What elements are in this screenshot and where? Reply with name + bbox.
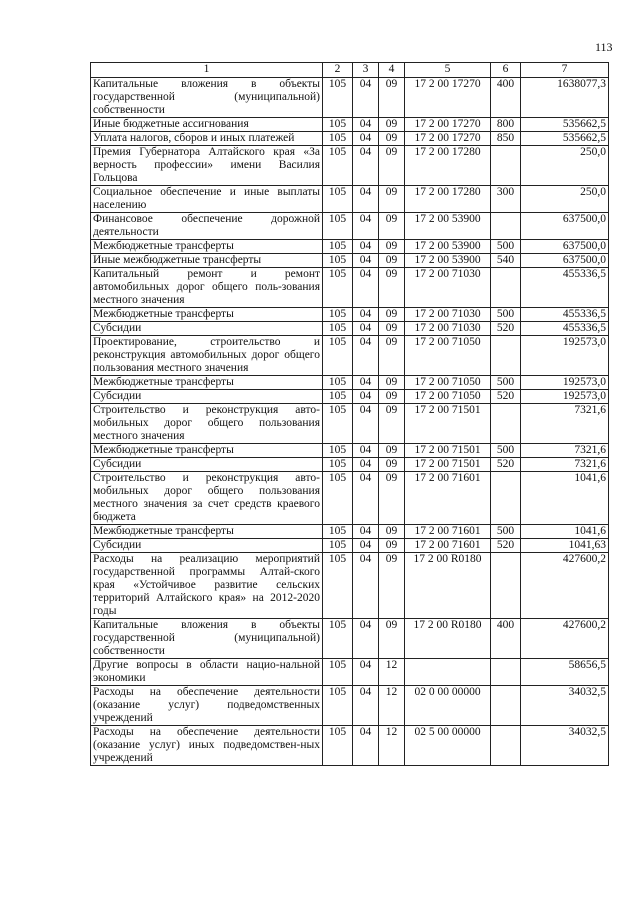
row-expense-type-cell: 800 xyxy=(491,118,521,132)
row-subsection-cell: 09 xyxy=(379,78,405,118)
row-section-cell: 04 xyxy=(353,553,379,619)
row-expense-type-cell: 520 xyxy=(491,322,521,336)
row-grbs-cell: 105 xyxy=(323,619,353,659)
row-subsection-cell: 09 xyxy=(379,404,405,444)
row-subsection-cell: 09 xyxy=(379,308,405,322)
row-amount-cell: 250,0 xyxy=(521,146,609,186)
row-expense-type-cell: 540 xyxy=(491,254,521,268)
row-target-code-cell: 17 2 00 71030 xyxy=(405,322,491,336)
row-name-cell: Межбюджетные трансферты xyxy=(91,308,323,322)
column-header-7: 7 xyxy=(521,63,609,78)
row-target-code-cell: 17 2 00 R0180 xyxy=(405,619,491,659)
row-amount-cell: 1041,6 xyxy=(521,472,609,525)
row-grbs-cell: 105 xyxy=(323,118,353,132)
row-amount-cell: 34032,5 xyxy=(521,686,609,726)
row-subsection-cell: 09 xyxy=(379,322,405,336)
row-target-code-cell: 17 2 00 71050 xyxy=(405,336,491,376)
table-row xyxy=(91,308,609,322)
row-name-cell: Расходы на обеспечение деятельности (оказание услуг) подведомственных учреждений xyxy=(91,686,323,726)
table-row xyxy=(91,118,609,132)
row-amount-cell: 192573,0 xyxy=(521,376,609,390)
row-grbs-cell: 105 xyxy=(323,659,353,686)
row-expense-type-cell: 400 xyxy=(491,78,521,118)
row-subsection-cell: 12 xyxy=(379,686,405,726)
row-name-cell: Субсидии xyxy=(91,322,323,336)
row-grbs-cell: 105 xyxy=(323,472,353,525)
row-amount-cell: 427600,2 xyxy=(521,553,609,619)
row-name-cell: Расходы на реализацию мероприятий государственной программы Алтай-ского края «Устойчивое развитие сельских территорий Алтайского края» на 2012-2020 годы xyxy=(91,553,323,619)
row-target-code-cell xyxy=(405,659,491,686)
row-subsection-cell: 09 xyxy=(379,444,405,458)
row-grbs-cell: 105 xyxy=(323,146,353,186)
column-header-6: 6 xyxy=(491,63,521,78)
row-grbs-cell: 105 xyxy=(323,553,353,619)
row-subsection-cell: 09 xyxy=(379,390,405,404)
table-row xyxy=(91,458,609,472)
row-expense-type-cell xyxy=(491,146,521,186)
row-grbs-cell: 105 xyxy=(323,444,353,458)
row-subsection-cell: 09 xyxy=(379,132,405,146)
table-row xyxy=(91,619,609,659)
row-target-code-cell: 17 2 00 53900 xyxy=(405,240,491,254)
table-row xyxy=(91,336,609,376)
row-target-code-cell: 17 2 00 17270 xyxy=(405,132,491,146)
row-amount-cell: 1041,6 xyxy=(521,525,609,539)
row-subsection-cell: 09 xyxy=(379,213,405,240)
row-subsection-cell: 09 xyxy=(379,186,405,213)
row-amount-cell: 7321,6 xyxy=(521,444,609,458)
row-target-code-cell: 17 2 00 71501 xyxy=(405,444,491,458)
row-amount-cell: 7321,6 xyxy=(521,458,609,472)
row-amount-cell: 192573,0 xyxy=(521,336,609,376)
row-target-code-cell: 17 2 00 17270 xyxy=(405,78,491,118)
row-section-cell: 04 xyxy=(353,240,379,254)
row-amount-cell: 34032,5 xyxy=(521,726,609,766)
row-target-code-cell: 17 2 00 R0180 xyxy=(405,553,491,619)
row-target-code-cell: 17 2 00 71030 xyxy=(405,268,491,308)
table-row xyxy=(91,404,609,444)
row-target-code-cell: 17 2 00 71601 xyxy=(405,539,491,553)
row-grbs-cell: 105 xyxy=(323,458,353,472)
table-row xyxy=(91,553,609,619)
row-section-cell: 04 xyxy=(353,619,379,659)
row-target-code-cell: 17 2 00 17270 xyxy=(405,118,491,132)
row-amount-cell: 250,0 xyxy=(521,186,609,213)
column-header-1: 1 xyxy=(91,63,323,78)
row-section-cell: 04 xyxy=(353,472,379,525)
row-amount-cell: 455336,5 xyxy=(521,308,609,322)
row-expense-type-cell: 500 xyxy=(491,240,521,254)
row-grbs-cell: 105 xyxy=(323,404,353,444)
row-section-cell: 04 xyxy=(353,336,379,376)
row-subsection-cell: 12 xyxy=(379,726,405,766)
row-subsection-cell: 09 xyxy=(379,619,405,659)
row-grbs-cell: 105 xyxy=(323,240,353,254)
row-target-code-cell: 17 2 00 71601 xyxy=(405,525,491,539)
row-grbs-cell: 105 xyxy=(323,525,353,539)
row-grbs-cell: 105 xyxy=(323,322,353,336)
row-name-cell: Межбюджетные трансферты xyxy=(91,525,323,539)
row-name-cell: Строительство и реконструкция авто-мобильных дорог общего пользования местного значения xyxy=(91,404,323,444)
row-amount-cell: 535662,5 xyxy=(521,132,609,146)
row-amount-cell: 535662,5 xyxy=(521,118,609,132)
row-section-cell: 04 xyxy=(353,539,379,553)
row-grbs-cell: 105 xyxy=(323,726,353,766)
table-row xyxy=(91,376,609,390)
row-grbs-cell: 105 xyxy=(323,268,353,308)
table-row xyxy=(91,525,609,539)
row-amount-cell: 637500,0 xyxy=(521,240,609,254)
row-section-cell: 04 xyxy=(353,404,379,444)
row-name-cell: Строительство и реконструкция авто-мобильных дорог общего пользования местного значения за счет средств краевого бюджета xyxy=(91,472,323,525)
row-section-cell: 04 xyxy=(353,186,379,213)
row-expense-type-cell: 500 xyxy=(491,376,521,390)
column-header-4: 4 xyxy=(379,63,405,78)
row-name-cell: Премия Губернатора Алтайского края «За верность профессии» имени Василия Гольцова xyxy=(91,146,323,186)
row-target-code-cell: 17 2 00 17280 xyxy=(405,146,491,186)
row-expense-type-cell: 520 xyxy=(491,458,521,472)
row-name-cell: Субсидии xyxy=(91,539,323,553)
row-subsection-cell: 09 xyxy=(379,458,405,472)
row-expense-type-cell: 500 xyxy=(491,308,521,322)
row-target-code-cell: 17 2 00 53900 xyxy=(405,254,491,268)
row-section-cell: 04 xyxy=(353,146,379,186)
row-expense-type-cell: 500 xyxy=(491,525,521,539)
row-subsection-cell: 09 xyxy=(379,268,405,308)
row-name-cell: Расходы на обеспечение деятельности (оказание услуг) иных подведомствен-ных учреждений xyxy=(91,726,323,766)
table-row xyxy=(91,254,609,268)
column-header-5: 5 xyxy=(405,63,491,78)
row-subsection-cell: 09 xyxy=(379,525,405,539)
row-section-cell: 04 xyxy=(353,118,379,132)
row-subsection-cell: 09 xyxy=(379,553,405,619)
row-target-code-cell: 17 2 00 71050 xyxy=(405,390,491,404)
row-grbs-cell: 105 xyxy=(323,390,353,404)
row-name-cell: Иные межбюджетные трансферты xyxy=(91,254,323,268)
table-row xyxy=(91,444,609,458)
row-target-code-cell: 17 2 00 71030 xyxy=(405,308,491,322)
row-name-cell: Субсидии xyxy=(91,458,323,472)
row-section-cell: 04 xyxy=(353,525,379,539)
table-row xyxy=(91,322,609,336)
row-target-code-cell: 17 2 00 71050 xyxy=(405,376,491,390)
row-subsection-cell: 09 xyxy=(379,254,405,268)
row-expense-type-cell xyxy=(491,213,521,240)
row-section-cell: 04 xyxy=(353,458,379,472)
row-amount-cell: 7321,6 xyxy=(521,404,609,444)
row-name-cell: Иные бюджетные ассигнования xyxy=(91,118,323,132)
table-row xyxy=(91,213,609,240)
row-expense-type-cell xyxy=(491,472,521,525)
row-target-code-cell: 17 2 00 53900 xyxy=(405,213,491,240)
row-section-cell: 04 xyxy=(353,322,379,336)
row-grbs-cell: 105 xyxy=(323,336,353,376)
row-expense-type-cell: 520 xyxy=(491,390,521,404)
row-target-code-cell: 17 2 00 71501 xyxy=(405,404,491,444)
row-grbs-cell: 105 xyxy=(323,132,353,146)
row-name-cell: Межбюджетные трансферты xyxy=(91,240,323,254)
row-section-cell: 04 xyxy=(353,268,379,308)
table-row xyxy=(91,726,609,766)
table-row xyxy=(91,659,609,686)
row-name-cell: Уплата налогов, сборов и иных платежей xyxy=(91,132,323,146)
row-expense-type-cell xyxy=(491,659,521,686)
row-grbs-cell: 105 xyxy=(323,78,353,118)
table-row xyxy=(91,268,609,308)
row-amount-cell: 1041,63 xyxy=(521,539,609,553)
row-expense-type-cell xyxy=(491,726,521,766)
row-expense-type-cell xyxy=(491,268,521,308)
row-subsection-cell: 09 xyxy=(379,146,405,186)
row-target-code-cell: 02 5 00 00000 xyxy=(405,726,491,766)
row-expense-type-cell: 520 xyxy=(491,539,521,553)
row-expense-type-cell: 850 xyxy=(491,132,521,146)
row-section-cell: 04 xyxy=(353,659,379,686)
table-header-row xyxy=(91,63,609,78)
row-section-cell: 04 xyxy=(353,132,379,146)
row-subsection-cell: 09 xyxy=(379,336,405,376)
row-amount-cell: 58656,5 xyxy=(521,659,609,686)
row-subsection-cell: 09 xyxy=(379,472,405,525)
table-row xyxy=(91,240,609,254)
row-grbs-cell: 105 xyxy=(323,186,353,213)
row-grbs-cell: 105 xyxy=(323,686,353,726)
row-section-cell: 04 xyxy=(353,390,379,404)
row-grbs-cell: 105 xyxy=(323,213,353,240)
row-name-cell: Субсидии xyxy=(91,390,323,404)
row-expense-type-cell xyxy=(491,404,521,444)
row-subsection-cell: 09 xyxy=(379,118,405,132)
row-amount-cell: 455336,5 xyxy=(521,268,609,308)
row-section-cell: 04 xyxy=(353,213,379,240)
table-row xyxy=(91,390,609,404)
row-grbs-cell: 105 xyxy=(323,308,353,322)
row-expense-type-cell: 400 xyxy=(491,619,521,659)
row-amount-cell: 1638077,3 xyxy=(521,78,609,118)
table-row xyxy=(91,78,609,118)
row-subsection-cell: 09 xyxy=(379,539,405,553)
table-row xyxy=(91,472,609,525)
row-expense-type-cell: 300 xyxy=(491,186,521,213)
budget-table xyxy=(90,62,609,766)
row-name-cell: Межбюджетные трансферты xyxy=(91,444,323,458)
row-amount-cell: 192573,0 xyxy=(521,390,609,404)
table-row xyxy=(91,132,609,146)
row-name-cell: Финансовое обеспечение дорожной деятельности xyxy=(91,213,323,240)
row-section-cell: 04 xyxy=(353,726,379,766)
row-name-cell: Капитальные вложения в объекты государственной (муниципальной) собственности xyxy=(91,78,323,118)
table-row xyxy=(91,539,609,553)
row-section-cell: 04 xyxy=(353,308,379,322)
table-body xyxy=(91,78,609,766)
row-grbs-cell: 105 xyxy=(323,254,353,268)
row-section-cell: 04 xyxy=(353,376,379,390)
row-section-cell: 04 xyxy=(353,78,379,118)
row-name-cell: Капитальные вложения в объекты государственной (муниципальной) собственности xyxy=(91,619,323,659)
row-name-cell: Другие вопросы в области нацио-нальной экономики xyxy=(91,659,323,686)
row-target-code-cell: 02 0 00 00000 xyxy=(405,686,491,726)
row-amount-cell: 427600,2 xyxy=(521,619,609,659)
row-subsection-cell: 12 xyxy=(379,659,405,686)
row-grbs-cell: 105 xyxy=(323,376,353,390)
row-subsection-cell: 09 xyxy=(379,240,405,254)
row-target-code-cell: 17 2 00 71501 xyxy=(405,458,491,472)
row-section-cell: 04 xyxy=(353,254,379,268)
row-name-cell: Капитальный ремонт и ремонт автомобильных дорог общего поль-зования местного значения xyxy=(91,268,323,308)
table-row xyxy=(91,146,609,186)
row-expense-type-cell xyxy=(491,336,521,376)
row-section-cell: 04 xyxy=(353,686,379,726)
row-expense-type-cell xyxy=(491,553,521,619)
row-name-cell: Проектирование, строительство и реконструкция автомобильных дорог общего пользования местного значения xyxy=(91,336,323,376)
table-row xyxy=(91,186,609,213)
column-header-3: 3 xyxy=(353,63,379,78)
row-name-cell: Социальное обеспечение и иные выплаты населению xyxy=(91,186,323,213)
row-expense-type-cell: 500 xyxy=(491,444,521,458)
page-number: 113 xyxy=(595,40,613,54)
column-header-2: 2 xyxy=(323,63,353,78)
row-subsection-cell: 09 xyxy=(379,376,405,390)
table-row xyxy=(91,686,609,726)
row-expense-type-cell xyxy=(491,686,521,726)
row-section-cell: 04 xyxy=(353,444,379,458)
row-amount-cell: 637500,0 xyxy=(521,254,609,268)
row-amount-cell: 637500,0 xyxy=(521,213,609,240)
row-grbs-cell: 105 xyxy=(323,539,353,553)
row-amount-cell: 455336,5 xyxy=(521,322,609,336)
row-target-code-cell: 17 2 00 17280 xyxy=(405,186,491,213)
row-name-cell: Межбюджетные трансферты xyxy=(91,376,323,390)
row-target-code-cell: 17 2 00 71601 xyxy=(405,472,491,525)
